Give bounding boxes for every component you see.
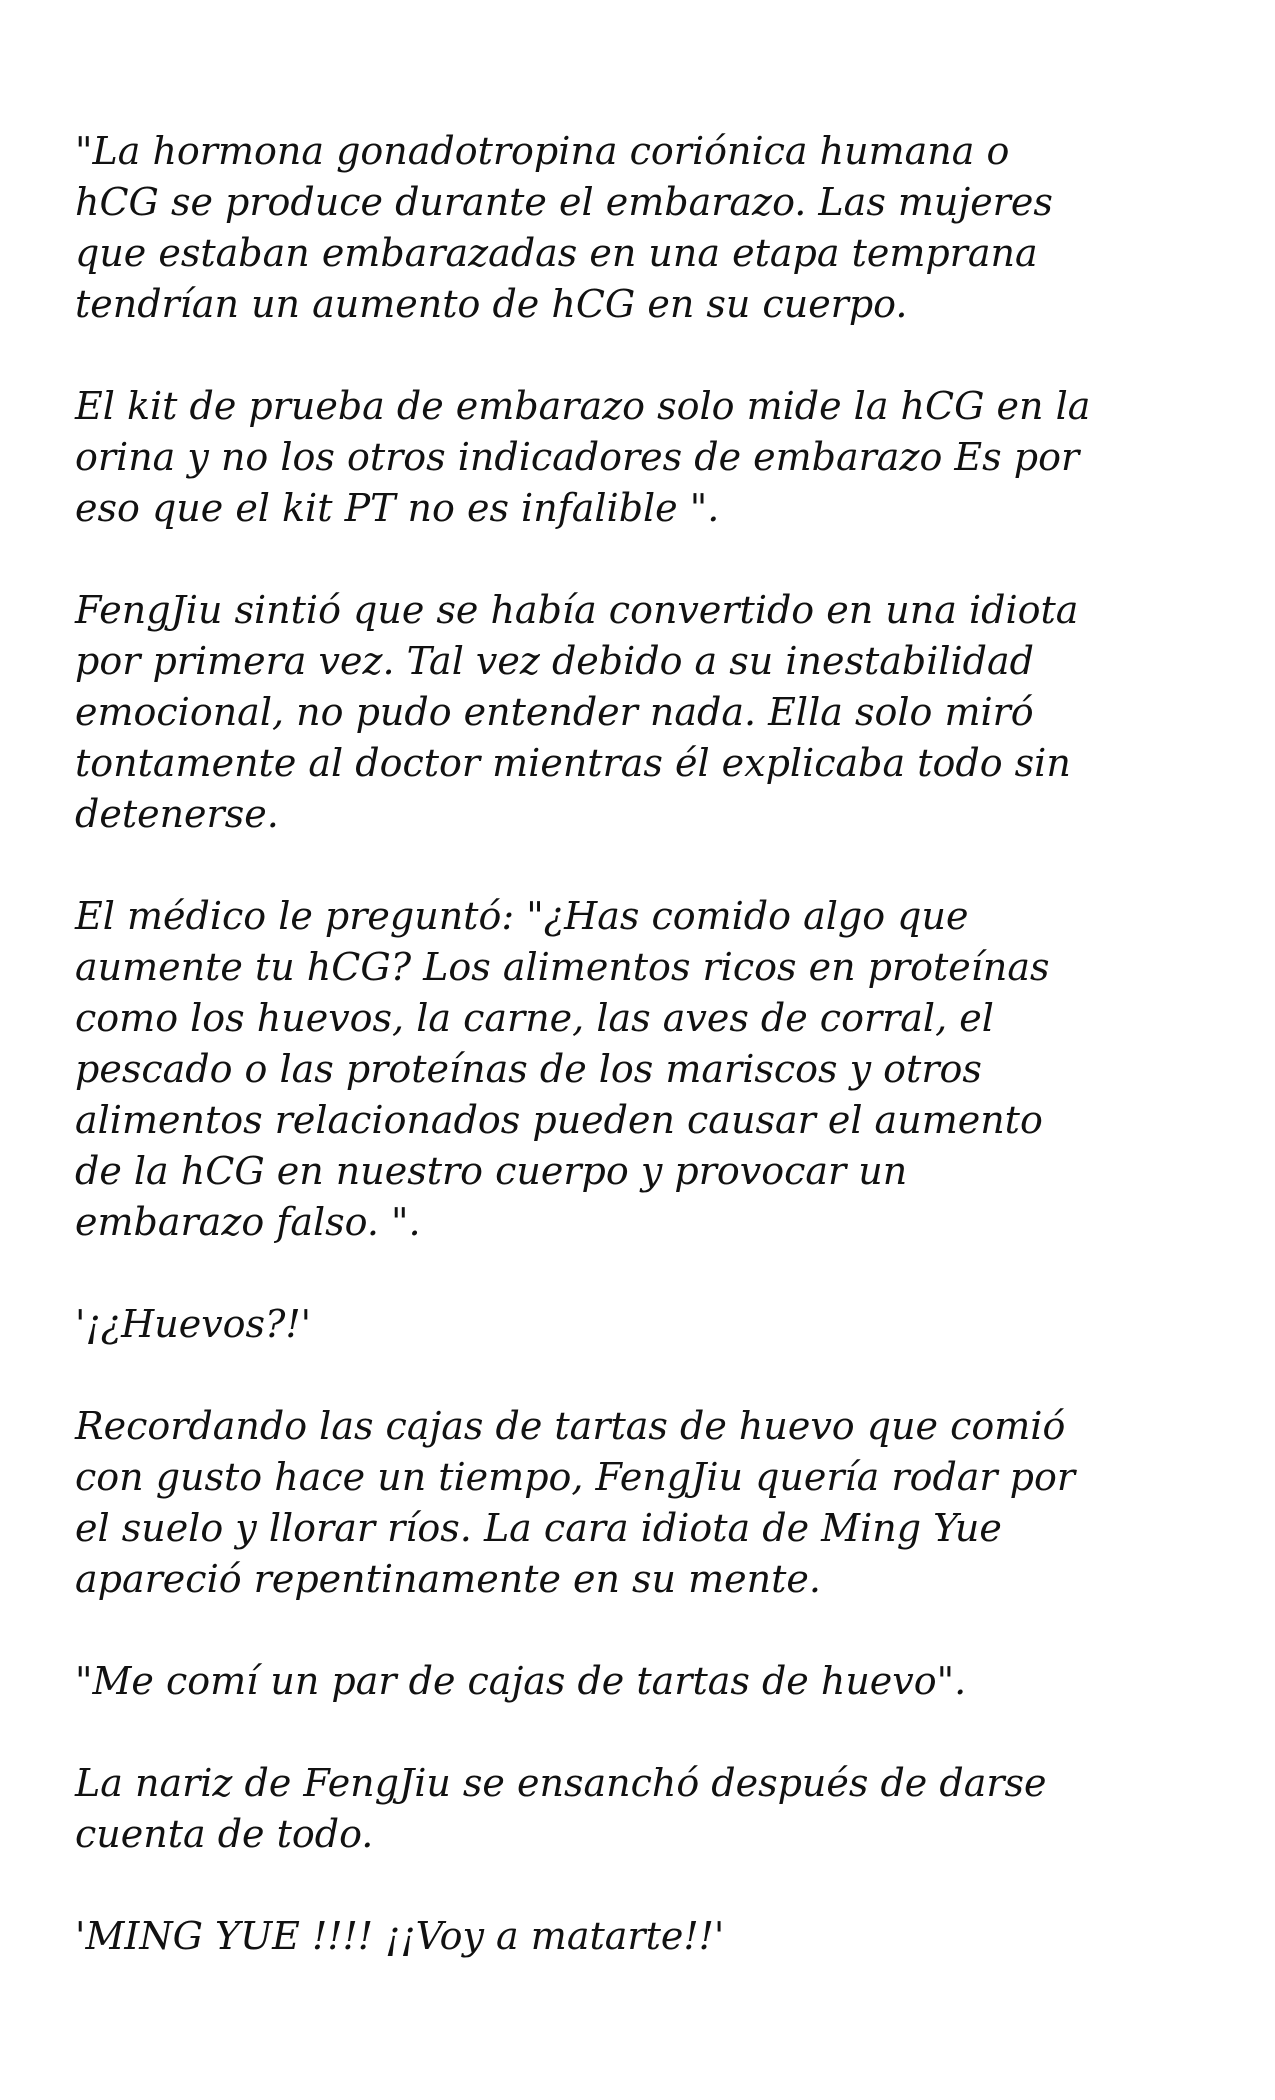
text-line: '¡¿Huevos?!' bbox=[75, 1302, 312, 1346]
text-line: emocional, no pudo entender nada. Ella solo miró bbox=[75, 690, 1034, 734]
text-line: "Me comí un par de cajas de tartas de huevo". bbox=[75, 1659, 967, 1703]
paragraph-doctor-question bbox=[75, 891, 1225, 1248]
text-line: "La hormona gonadotropina coriónica humana o bbox=[75, 129, 1010, 173]
text-line: Recordando las cajas de tartas de huevo que comió bbox=[75, 1404, 1066, 1448]
paragraph-hcg-explanation bbox=[75, 126, 1225, 330]
text-line: apareció repentinamente en su mente. bbox=[75, 1557, 821, 1601]
text-line: La nariz de FengJiu se ensanchó después de darse bbox=[75, 1761, 1047, 1805]
story-text bbox=[75, 126, 1225, 2013]
text-line: que estaban embarazadas en una etapa temprana bbox=[75, 231, 1038, 275]
text-line: embarazo falso. ". bbox=[75, 1200, 421, 1244]
paragraph-test-kit bbox=[75, 381, 1225, 534]
text-line: pescado o las proteínas de los mariscos y otros bbox=[75, 1047, 982, 1091]
text-line: alimentos relacionados pueden causar el aumento bbox=[75, 1098, 1043, 1142]
paragraph-eggs-thought bbox=[75, 1299, 1225, 1350]
paragraph-fengjiu-confused bbox=[75, 585, 1225, 840]
text-line: con gusto hace un tiempo, FengJiu quería rodar por bbox=[75, 1455, 1076, 1499]
text-line: tontamente al doctor mientras él explicaba todo sin bbox=[75, 741, 1071, 785]
text-line: de la hCG en nuestro cuerpo y provocar un bbox=[75, 1149, 908, 1193]
paragraph-ming-yue-threat bbox=[75, 1911, 1225, 1962]
text-line: FengJiu sintió que se había convertido en una idiota bbox=[75, 588, 1079, 632]
paragraph-nose-flared bbox=[75, 1758, 1225, 1860]
text-line: aumente tu hCG? Los alimentos ricos en proteínas bbox=[75, 945, 1050, 989]
text-line: El kit de prueba de embarazo solo mide la hCG en la bbox=[75, 384, 1091, 428]
text-line: hCG se produce durante el embarazo. Las mujeres bbox=[75, 180, 1053, 224]
paragraph-confession bbox=[75, 1656, 1225, 1707]
text-line: eso que el kit PT no es infalible ". bbox=[75, 486, 720, 530]
text-line: por primera vez. Tal vez debido a su inestabilidad bbox=[75, 639, 1034, 683]
text-line: tendrían un aumento de hCG en su cuerpo. bbox=[75, 282, 908, 326]
paragraph-egg-tarts-memory bbox=[75, 1401, 1225, 1605]
text-line: El médico le preguntó: "¿Has comido algo que bbox=[75, 894, 969, 938]
text-line: cuenta de todo. bbox=[75, 1812, 374, 1856]
text-line: detenerse. bbox=[75, 792, 279, 836]
text-line: orina y no los otros indicadores de embarazo Es por bbox=[75, 435, 1080, 479]
text-line: como los huevos, la carne, las aves de corral, el bbox=[75, 996, 994, 1040]
text-line: 'MING YUE !!!! ¡¡Voy a matarte!!' bbox=[75, 1914, 725, 1958]
text-line: el suelo y llorar ríos. La cara idiota de Ming Yue bbox=[75, 1506, 1002, 1550]
